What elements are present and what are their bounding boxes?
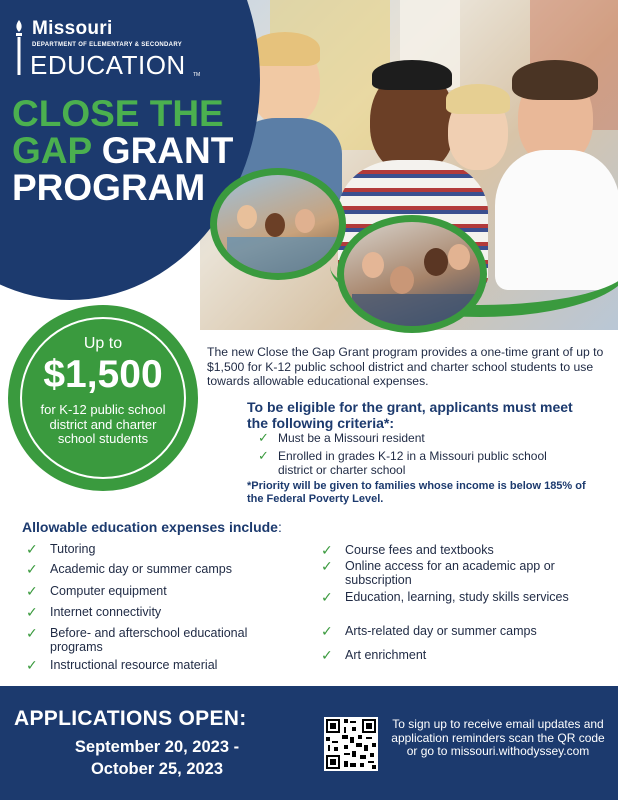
badge-up-to: Up to [83,335,123,352]
title-grant: GRANT [101,130,234,171]
check-icon: ✓ [26,583,38,599]
badge-amount: $1,500 [43,353,163,396]
dese-logo [12,16,212,80]
check-icon: ✓ [258,448,269,463]
applications-open-heading: APPLICATIONS OPEN: [14,707,247,730]
intro-paragraph: The new Close the Gap Grant program provides a one-time grant of up to $1,500 for K-12 public school district and charter school students to use towards allowable educational expenses. [207,345,604,388]
expenses-heading: Allowable education expenses include: [22,519,282,535]
dates-line-1: September 20, 2023 - [74,738,240,756]
logo-education: EDUCATION [30,50,186,80]
signup-instructions: To sign up to receive email updates and application reminders scan the QR code or go to missouri.withodyssey.com [391,717,605,758]
title-gap: GAP [12,130,92,171]
application-dates [14,736,300,780]
check-icon: ✓ [321,623,333,639]
qr-code-icon[interactable] [324,717,378,771]
title-line-3: PROGRAM [12,167,206,208]
grant-amount-badge [8,305,198,491]
classroom-photo [210,168,346,280]
teens-photo [337,215,487,333]
criteria-item: ✓ Must be a Missouri resident [258,430,425,445]
check-icon: ✓ [26,604,38,620]
eligibility-heading: To be eligible for the grant, applicants must meet the following criteria*: [247,399,573,431]
title-line-1: CLOSE THE [12,93,224,134]
torch-icon [12,18,26,76]
check-icon: ✓ [321,589,333,605]
check-icon: ✓ [26,561,38,577]
check-icon: ✓ [26,657,38,673]
check-icon: ✓ [258,430,269,445]
badge-description: for K-12 public school district and charter school students [40,402,166,446]
check-icon: ✓ [321,558,333,574]
title-line-2 [12,132,252,169]
dates-line-2: October 25, 2023 [90,760,224,778]
check-icon: ✓ [321,542,333,558]
page-title [12,95,252,206]
check-icon: ✓ [26,625,38,641]
check-icon: ✓ [321,647,333,663]
logo-department: DEPARTMENT OF ELEMENTARY & SECONDARY [32,42,183,48]
logo-state: Missouri [32,18,113,39]
check-icon: ✓ [26,541,38,557]
criteria-item: ✓ Enrolled in grades K-12 in a Missouri public school district or charter school [258,448,547,477]
priority-note: *Priority will be given to families whose income is below 185% of the Federal Poverty Level. [247,480,586,505]
logo-trademark: TM [193,72,201,78]
